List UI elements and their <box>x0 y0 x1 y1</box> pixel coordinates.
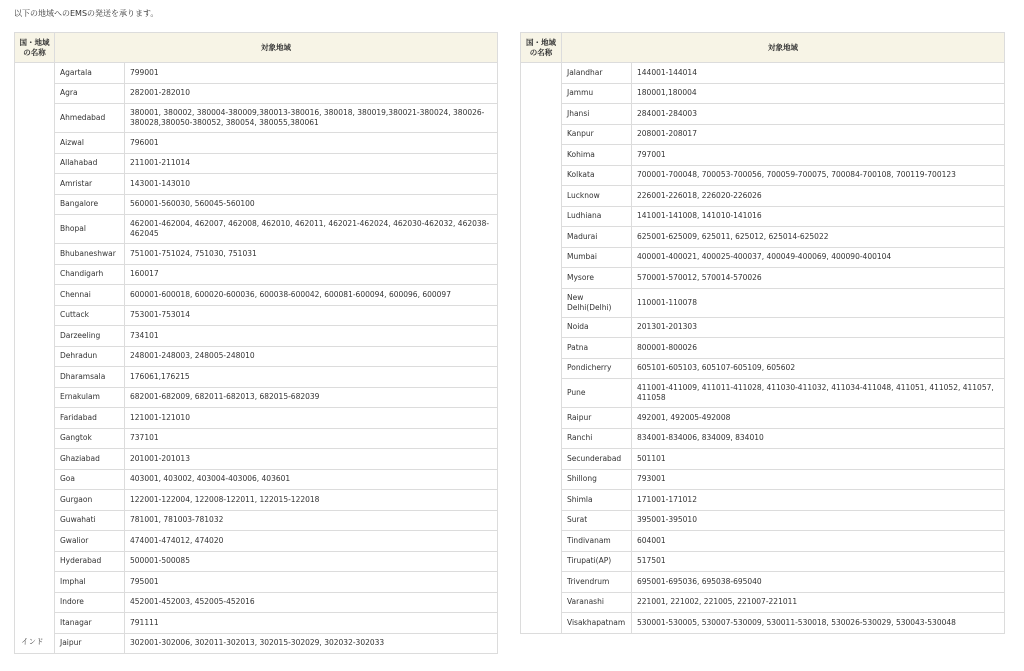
table-row <box>15 326 498 347</box>
postal-codes-cell: 834001-834006, 834009, 834010 <box>632 428 1005 449</box>
postal-codes-cell: 221001, 221002, 221005, 221007-221011 <box>632 592 1005 613</box>
city-cell: Lucknow <box>562 186 632 207</box>
country-header-line1: 国・地域 <box>526 37 556 47</box>
postal-codes-cell: 501101 <box>632 449 1005 470</box>
postal-codes-cell: 700001-700048, 700053-700056, 700059-700075, 700084-700108, 700119-700123 <box>632 165 1005 186</box>
table-row <box>521 145 1005 166</box>
table-row <box>521 379 1005 408</box>
table-row <box>521 317 1005 338</box>
table-row <box>15 104 498 133</box>
city-cell: Visakhapatnam <box>562 613 632 634</box>
city-cell: Gwalior <box>55 531 125 552</box>
city-cell: Bhopal <box>55 215 125 244</box>
table-row <box>521 449 1005 470</box>
table-header-row <box>15 33 498 63</box>
table-row <box>521 63 1005 84</box>
table-row <box>15 592 498 613</box>
city-cell: Jhansi <box>562 104 632 125</box>
table-row <box>15 194 498 215</box>
city-cell: Allahabad <box>55 153 125 174</box>
table-row <box>15 346 498 367</box>
city-cell: Mysore <box>562 268 632 289</box>
city-cell: Jaipur <box>55 633 125 654</box>
postal-codes-cell: 160017 <box>125 264 498 285</box>
city-cell: Agra <box>55 83 125 104</box>
postal-codes-cell: 753001-753014 <box>125 305 498 326</box>
postal-codes-cell: 797001 <box>632 145 1005 166</box>
postal-codes-cell: 121001-121010 <box>125 408 498 429</box>
postal-codes-cell: 395001-395010 <box>632 510 1005 531</box>
postal-codes-cell: 144001-144014 <box>632 63 1005 84</box>
intro-text: 以下の地域へのEMSの発送を承ります。 <box>14 9 159 18</box>
postal-codes-cell: 400001-400021, 400025-400037, 400049-400069, 400090-400104 <box>632 247 1005 268</box>
city-cell: Cuttack <box>55 305 125 326</box>
postal-codes-cell: 282001-282010 <box>125 83 498 104</box>
city-cell: Kolkata <box>562 165 632 186</box>
table-row <box>15 133 498 154</box>
postal-codes-cell: 530001-530005, 530007-530009, 530011-530018, 530026-530029, 530043-530048 <box>632 613 1005 634</box>
city-cell: Goa <box>55 469 125 490</box>
table-row <box>521 165 1005 186</box>
city-cell: Madurai <box>562 227 632 248</box>
table-row <box>15 510 498 531</box>
city-cell: Trivendrum <box>562 572 632 593</box>
table-row <box>521 358 1005 379</box>
postal-codes-cell: 604001 <box>632 531 1005 552</box>
postal-codes-cell: 226001-226018, 226020-226026 <box>632 186 1005 207</box>
table-row <box>15 428 498 449</box>
table-row <box>15 215 498 244</box>
postal-codes-cell: 605101-605103, 605107-605109, 605602 <box>632 358 1005 379</box>
postal-codes-cell: 462001-462004, 462007, 462008, 462010, 462011, 462021-462024, 462030-462032, 462038-462045 <box>125 215 498 244</box>
city-cell: Chandigarh <box>55 264 125 285</box>
country-cell: インド <box>15 63 55 654</box>
table-row <box>521 408 1005 429</box>
city-cell: Gangtok <box>55 428 125 449</box>
city-cell: Dehradun <box>55 346 125 367</box>
city-cell: Shimla <box>562 490 632 511</box>
postal-codes-cell: 796001 <box>125 133 498 154</box>
table-row <box>15 264 498 285</box>
city-cell: Noida <box>562 317 632 338</box>
city-cell: Guwahati <box>55 510 125 531</box>
postal-codes-cell: 143001-143010 <box>125 174 498 195</box>
table-row <box>15 244 498 265</box>
country-header-line2: の名称 <box>23 47 46 57</box>
postal-codes-cell: 201301-201303 <box>632 317 1005 338</box>
table-row <box>15 551 498 572</box>
city-cell: Ludhiana <box>562 206 632 227</box>
postal-codes-cell: 208001-208017 <box>632 124 1005 145</box>
target-region-column-header: 対象地域 <box>562 33 1005 63</box>
table-row <box>15 469 498 490</box>
table-row <box>521 428 1005 449</box>
city-cell: Hyderabad <box>55 551 125 572</box>
city-cell: Jammu <box>562 83 632 104</box>
country-cell <box>521 63 562 634</box>
postal-codes-cell: 492001, 492005-492008 <box>632 408 1005 429</box>
postal-codes-cell: 625001-625009, 625011, 625012, 625014-625022 <box>632 227 1005 248</box>
table-row <box>521 469 1005 490</box>
table-row <box>521 592 1005 613</box>
city-cell: Shillong <box>562 469 632 490</box>
table-row <box>521 572 1005 593</box>
postal-codes-cell: 176061,176215 <box>125 367 498 388</box>
city-cell: Tirupati(AP) <box>562 551 632 572</box>
table-row <box>15 153 498 174</box>
table-row <box>15 174 498 195</box>
table-row <box>15 63 498 84</box>
table-row <box>521 227 1005 248</box>
target-region-column-header: 対象地域 <box>55 33 498 63</box>
city-cell: Agartala <box>55 63 125 84</box>
city-cell: Raipur <box>562 408 632 429</box>
postal-codes-cell: 171001-171012 <box>632 490 1005 511</box>
postal-codes-cell: 800001-800026 <box>632 338 1005 359</box>
delivery-table-left <box>14 32 498 654</box>
city-cell: Surat <box>562 510 632 531</box>
postal-codes-cell: 751001-751024, 751030, 751031 <box>125 244 498 265</box>
city-cell: Ernakulam <box>55 387 125 408</box>
table-row <box>15 408 498 429</box>
postal-codes-cell: 600001-600018, 600020-600036, 600038-600042, 600081-600094, 600096, 600097 <box>125 285 498 306</box>
postal-codes-cell: 734101 <box>125 326 498 347</box>
city-cell: Aizwal <box>55 133 125 154</box>
postal-codes-cell: 799001 <box>125 63 498 84</box>
postal-codes-cell: 791111 <box>125 613 498 634</box>
table-row <box>521 104 1005 125</box>
city-cell: Ghaziabad <box>55 449 125 470</box>
city-cell: Kanpur <box>562 124 632 145</box>
table-row <box>15 449 498 470</box>
table-row <box>521 531 1005 552</box>
city-cell: New Delhi(Delhi) <box>562 288 632 317</box>
city-cell: Secunderabad <box>562 449 632 470</box>
postal-codes-cell: 682001-682009, 682011-682013, 682015-682039 <box>125 387 498 408</box>
table-body-left <box>15 63 498 654</box>
table-row <box>15 285 498 306</box>
table-row <box>15 490 498 511</box>
postal-codes-cell: 122001-122004, 122008-122011, 122015-122018 <box>125 490 498 511</box>
postal-codes-cell: 695001-695036, 695038-695040 <box>632 572 1005 593</box>
postal-codes-cell: 500001-500085 <box>125 551 498 572</box>
table-row <box>521 551 1005 572</box>
table-row <box>521 490 1005 511</box>
table-row <box>521 83 1005 104</box>
table-header-row <box>521 33 1005 63</box>
table-row <box>521 247 1005 268</box>
city-cell: Amristar <box>55 174 125 195</box>
table-body-right <box>521 63 1005 634</box>
postal-codes-cell: 737101 <box>125 428 498 449</box>
country-header-line2: の名称 <box>529 47 553 57</box>
city-cell: Darzeeling <box>55 326 125 347</box>
postal-codes-cell: 141001-141008, 141010-141016 <box>632 206 1005 227</box>
postal-codes-cell: 248001-248003, 248005-248010 <box>125 346 498 367</box>
country-column-header <box>15 33 55 63</box>
postal-codes-cell: 781001, 781003-781032 <box>125 510 498 531</box>
table-row <box>15 613 498 634</box>
city-cell: Pondicherry <box>562 358 632 379</box>
city-cell: Patna <box>562 338 632 359</box>
table-row <box>521 124 1005 145</box>
table-row <box>521 288 1005 317</box>
postal-codes-cell: 403001, 403002, 403004-403006, 403601 <box>125 469 498 490</box>
postal-codes-cell: 474001-474012, 474020 <box>125 531 498 552</box>
city-cell: Bhubaneshwar <box>55 244 125 265</box>
postal-codes-cell: 452001-452003, 452005-452016 <box>125 592 498 613</box>
city-cell: Jalandhar <box>562 63 632 84</box>
city-cell: Faridabad <box>55 408 125 429</box>
postal-codes-cell: 570001-570012, 570014-570026 <box>632 268 1005 289</box>
table-row <box>15 387 498 408</box>
city-cell: Pune <box>562 379 632 408</box>
city-cell: Indore <box>55 592 125 613</box>
table-row <box>521 186 1005 207</box>
postal-codes-cell: 110001-110078 <box>632 288 1005 317</box>
city-cell: Mumbai <box>562 247 632 268</box>
city-cell: Ahmedabad <box>55 104 125 133</box>
postal-codes-cell: 380001, 380002, 380004-380009,380013-380016, 380018, 380019,380021-380024, 380026-380028,380050-380052, 380054, 380055,380061 <box>125 104 498 133</box>
table-row <box>521 268 1005 289</box>
city-cell: Bangalore <box>55 194 125 215</box>
postal-codes-cell: 560001-560030, 560045-560100 <box>125 194 498 215</box>
city-cell: Tindivanam <box>562 531 632 552</box>
table-row <box>15 531 498 552</box>
country-column-header <box>521 33 562 63</box>
postal-codes-cell: 180001,180004 <box>632 83 1005 104</box>
postal-codes-cell: 517501 <box>632 551 1005 572</box>
table-row <box>521 510 1005 531</box>
city-cell: Gurgaon <box>55 490 125 511</box>
city-cell: Itanagar <box>55 613 125 634</box>
postal-codes-cell: 795001 <box>125 572 498 593</box>
city-cell: Ranchi <box>562 428 632 449</box>
table-row <box>521 613 1005 634</box>
city-cell: Kohima <box>562 145 632 166</box>
table-row <box>15 367 498 388</box>
postal-codes-cell: 211001-211014 <box>125 153 498 174</box>
table-row <box>521 206 1005 227</box>
postal-codes-cell: 201001-201013 <box>125 449 498 470</box>
table-row <box>521 338 1005 359</box>
postal-codes-cell: 793001 <box>632 469 1005 490</box>
city-cell: Varanashi <box>562 592 632 613</box>
country-header-line1: 国・地域 <box>19 37 50 47</box>
table-row <box>15 572 498 593</box>
postal-codes-cell: 302001-302006, 302011-302013, 302015-302029, 302032-302033 <box>125 633 498 654</box>
city-cell: Dharamsala <box>55 367 125 388</box>
delivery-table-right <box>520 32 1005 634</box>
postal-codes-cell: 411001-411009, 411011-411028, 411030-411032, 411034-411048, 411051, 411052, 411057, 411058 <box>632 379 1005 408</box>
postal-codes-cell: 284001-284003 <box>632 104 1005 125</box>
table-row <box>15 83 498 104</box>
table-row <box>15 305 498 326</box>
city-cell: Chennai <box>55 285 125 306</box>
table-row <box>15 633 498 654</box>
city-cell: Imphal <box>55 572 125 593</box>
